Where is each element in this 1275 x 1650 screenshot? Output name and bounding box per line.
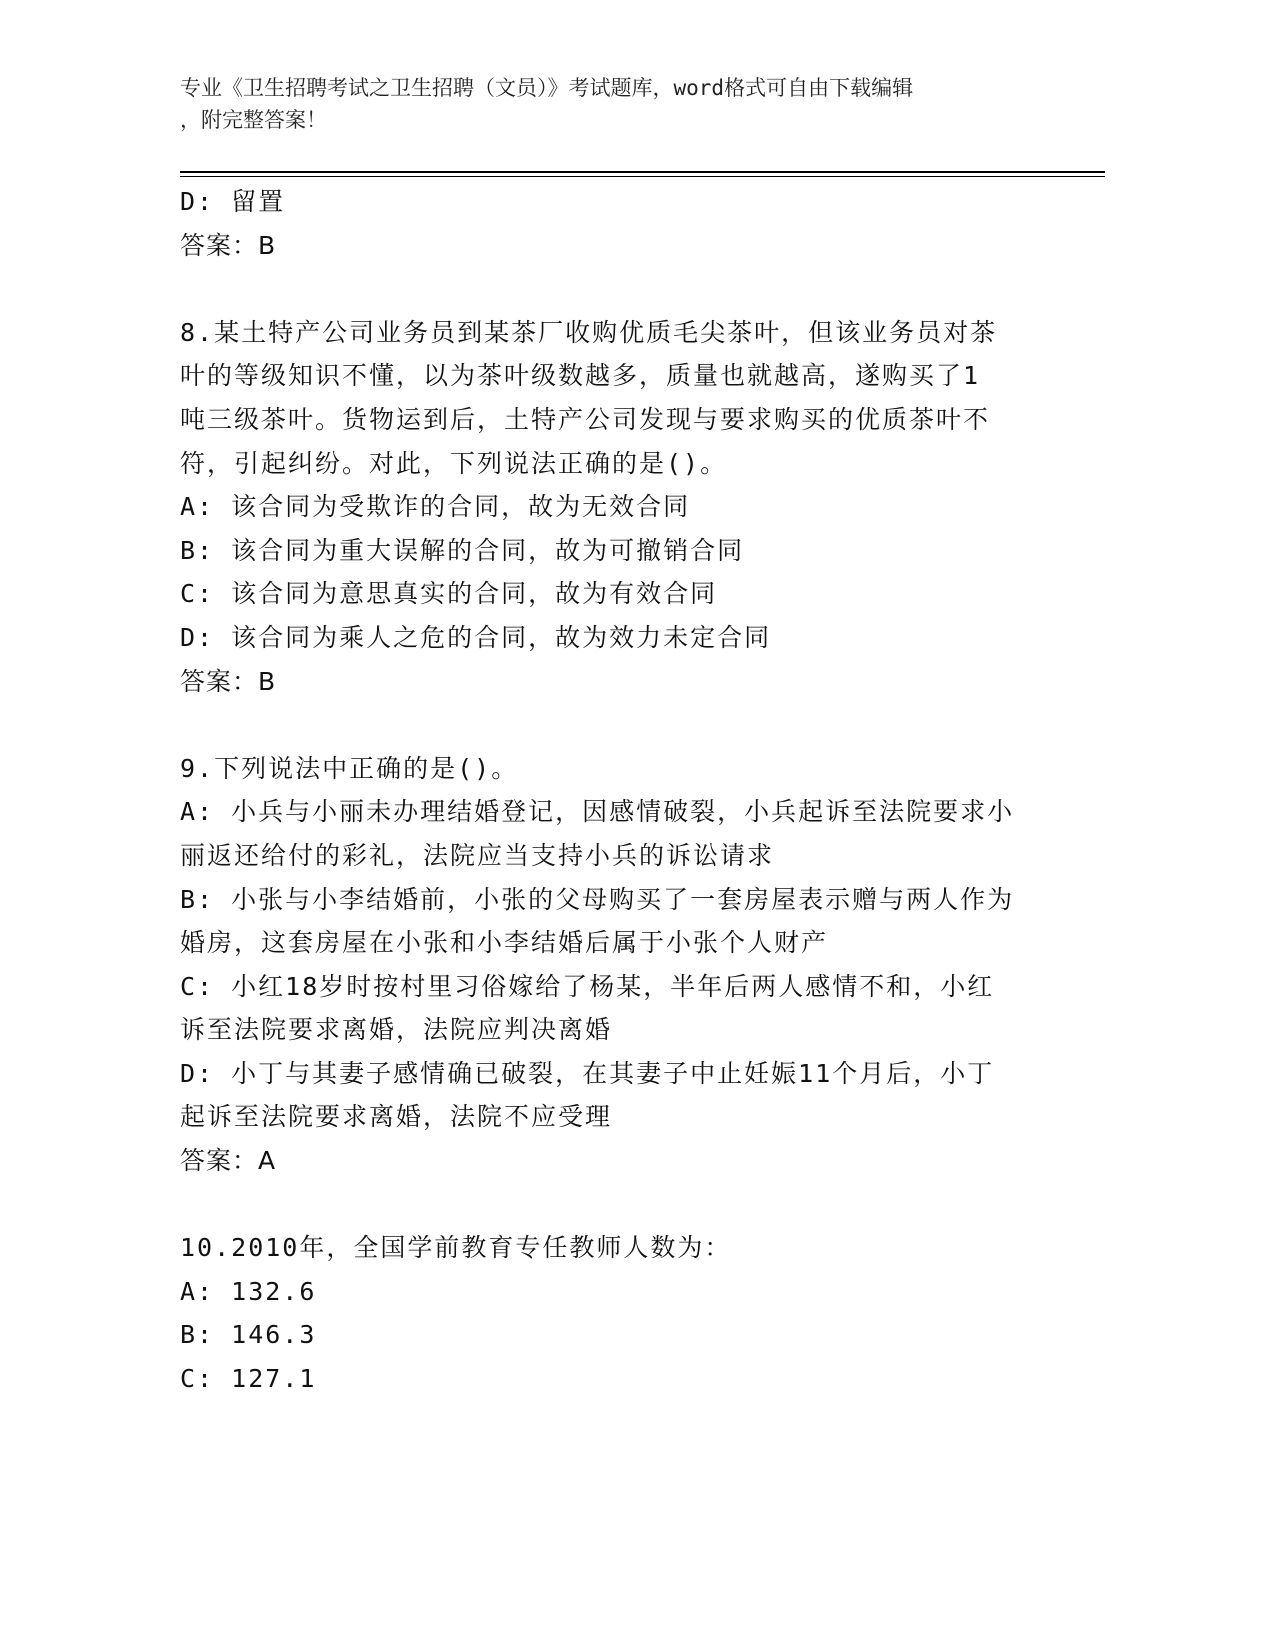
option-line: D: 小丁与其妻子感情确已破裂，在其妻子中止妊娠11个月后，小丁 <box>180 1058 995 1088</box>
question-stem-line: 叶的等级知识不懂，以为茶叶级数越多，质量也就越高，遂购买了1 <box>180 361 981 391</box>
header-rule-thin <box>180 176 1105 177</box>
document-header <box>180 72 1080 136</box>
option-line: 起诉至法院要求离婚，法院不应受理 <box>180 1102 613 1132</box>
option-line: A: 该合同为受欺诈的合同，故为无效合同 <box>180 492 691 522</box>
option-line: 诉至法院要求离婚，法院应判决离婚 <box>180 1015 613 1045</box>
answer: 答案：A <box>180 1146 277 1176</box>
spacer <box>180 267 1080 311</box>
option-line: C: 小红18岁时按村里习俗嫁给了杨某，半年后两人感情不和，小红 <box>180 971 995 1001</box>
option-line: 丽返还给付的彩礼，法院应当支持小兵的诉讼请求 <box>180 840 775 870</box>
spacer <box>180 703 1080 747</box>
option-line: B: 小张与小李结婚前，小张的父母购买了一套房屋表示赠与两人作为 <box>180 884 1015 914</box>
option-line: A: 小兵与小丽未办理结婚登记，因感情破裂，小兵起诉至法院要求小 <box>180 797 1015 827</box>
option-line: B: 该合同为重大误解的合同，故为可撤销合同 <box>180 535 745 565</box>
header-line-2: ，附完整答案！ <box>180 108 327 132</box>
option-line: C: 该合同为意思真实的合同，故为有效合同 <box>180 579 718 609</box>
option-line: B: 146.3 <box>180 1320 317 1350</box>
document-body <box>180 180 1080 1401</box>
option-line: C: 127.1 <box>180 1364 317 1394</box>
option-line: A: 132.6 <box>180 1276 317 1306</box>
answer: 答案：B <box>180 230 277 260</box>
option-d: D: 留置 <box>180 187 286 216</box>
option-line: D: 该合同为乘人之危的合同，故为效力未定合同 <box>180 622 772 652</box>
header-rule-thick <box>180 171 1105 173</box>
question-stem-line: 吨三级茶叶。货物运到后，土特产公司发现与要求购买的优质茶叶不 <box>180 404 991 434</box>
question-stem-line: 9.下列说法中正确的是()。 <box>180 753 519 783</box>
option-line: 婚房，这套房屋在小张和小李结婚后属于小张个人财产 <box>180 928 829 958</box>
answer: 答案：B <box>180 666 277 696</box>
question-stem-line: 8.某土特产公司业务员到某茶厂收购优质毛尖茶叶，但该业务员对茶 <box>180 317 998 347</box>
question-stem-line: 符，引起纠纷。对此，下列说法正确的是()。 <box>180 448 728 478</box>
spacer <box>180 1183 1080 1227</box>
header-line-1: 专业《卫生招聘考试之卫生招聘（文员）》考试题库，word格式可自由下载编辑 <box>180 76 914 100</box>
question-stem-line: 10.2010年，全国学前教育专任教师人数为： <box>180 1233 732 1263</box>
